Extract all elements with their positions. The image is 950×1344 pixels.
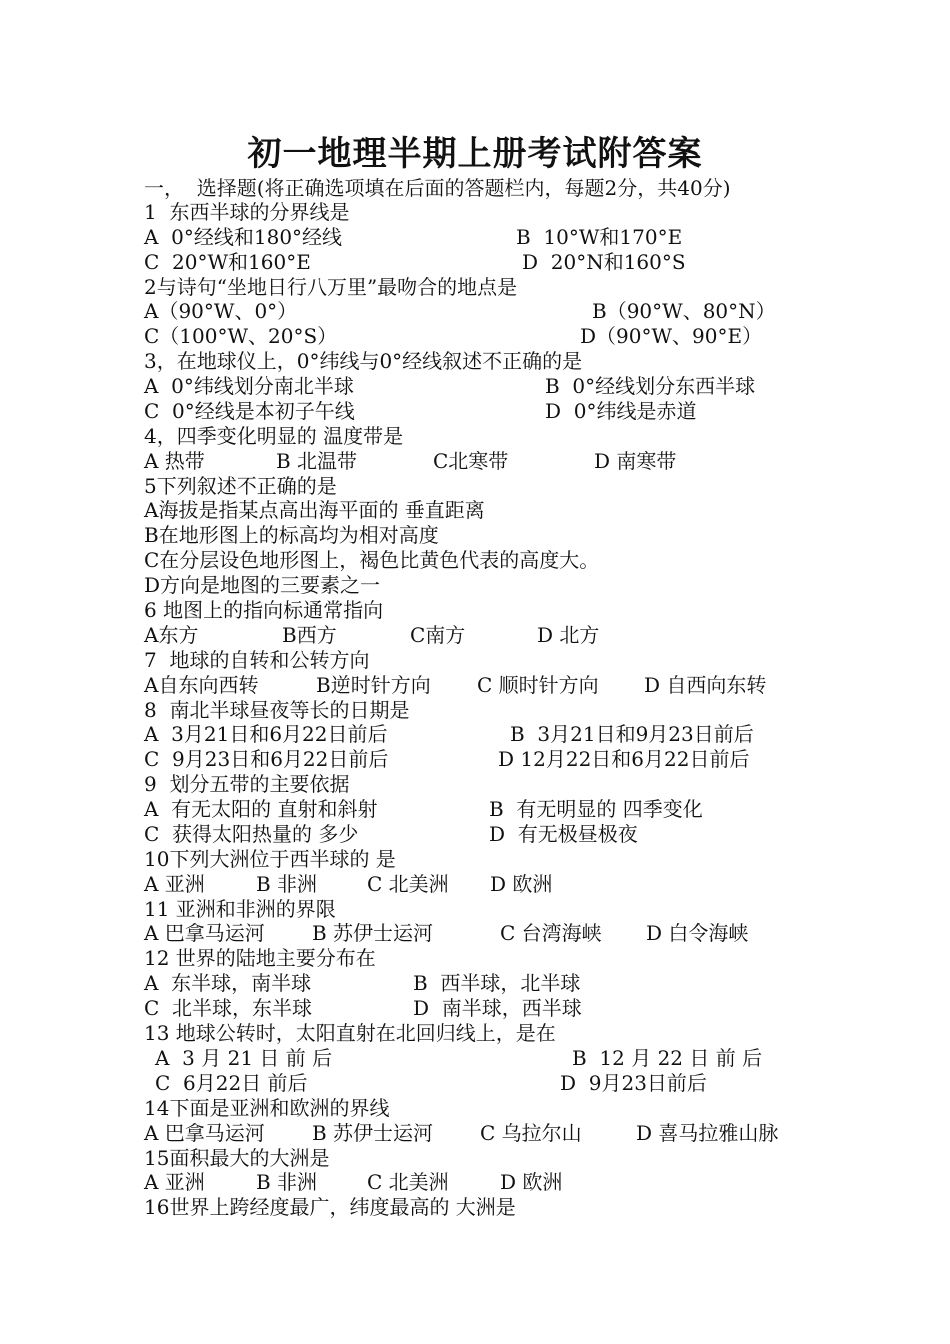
option-c: C 北美洲 [367, 872, 449, 896]
option-c: C在分层设色地形图上，褐色比黄色代表的高度大。 [144, 548, 600, 572]
question-stem: 15面积最大的大洲是 [144, 1146, 330, 1170]
option-a: A 0°纬线划分南北半球 [144, 374, 354, 398]
option-d: D 欧洲 [490, 872, 553, 896]
question-stem: 6 地图上的指向标通常指向 [144, 598, 384, 622]
option-d: D 北方 [537, 623, 600, 647]
option-b: B 非洲 [256, 1170, 318, 1194]
option-b: B 10°W和170°E [516, 225, 683, 249]
option-c: C 乌拉尔山 [480, 1121, 582, 1145]
option-a: A自东向西转 [144, 673, 259, 697]
option-b: B 苏伊士运河 [312, 1121, 434, 1145]
option-c: C 9月23日和6月22日前后 [144, 747, 389, 771]
option-b: B 12 月 22 日 前 后 [572, 1046, 763, 1070]
option-a: A 3 月 21 日 前 后 [155, 1046, 333, 1070]
question-stem: 5下列叙述不正确的是 [144, 474, 337, 498]
option-a: A海拔是指某点高出海平面的 垂直距离 [144, 498, 485, 522]
option-a: A（90°W、0°） [144, 299, 298, 323]
question-stem: 8 南北半球昼夜等长的日期是 [144, 698, 410, 722]
option-a: A 有无太阳的 直射和斜射 [144, 797, 378, 821]
option-a: A 巴拿马运河 [144, 1121, 265, 1145]
option-b: B 3月21日和9月23日前后 [510, 722, 754, 746]
option-c: C 台湾海峡 [500, 921, 602, 945]
option-d: D 自西向东转 [644, 673, 767, 697]
option-a: A 3月21日和6月22日前后 [144, 722, 388, 746]
option-d: D 有无极昼极夜 [489, 822, 638, 846]
option-d: D 9月23日前后 [560, 1071, 707, 1095]
option-a: A 亚洲 [144, 1170, 205, 1194]
option-d: D 白令海峡 [646, 921, 749, 945]
option-b: B 有无明显的 四季变化 [489, 797, 703, 821]
option-b: B在地形图上的标高均为相对高度 [144, 523, 439, 547]
option-d: D 12月22日和6月22日前后 [498, 747, 750, 771]
option-b: B 非洲 [256, 872, 318, 896]
option-c: C 获得太阳热量的 多少 [144, 822, 359, 846]
option-c: C 顺时针方向 [477, 673, 599, 697]
question-stem: 10下列大洲位于西半球的 是 [144, 847, 396, 871]
option-a: A 巴拿马运河 [144, 921, 265, 945]
option-d: D（90°W、90°E） [580, 324, 763, 348]
option-a: A 亚洲 [144, 872, 205, 896]
option-b: B逆时针方向 [316, 673, 431, 697]
question-stem: 14下面是亚洲和欧洲的界线 [144, 1096, 390, 1120]
question-stem: 11 亚洲和非洲的界限 [144, 897, 336, 921]
option-b: B（90°W、80°N） [592, 299, 776, 323]
option-b: B 西半球，北半球 [413, 971, 581, 995]
option-a: A 东半球，南半球 [144, 971, 312, 995]
question-stem: 7 地球的自转和公转方向 [144, 648, 370, 672]
option-a: A 0°经线和180°经线 [144, 225, 343, 249]
option-c: C 6月22日 前后 [155, 1071, 308, 1095]
question-stem: 2与诗句“坐地日行八万里”最吻合的地点是 [144, 275, 518, 299]
option-b: B 苏伊士运河 [312, 921, 434, 945]
page-title: 初一地理半期上册考试附答案 [247, 134, 703, 174]
question-stem: 12 世界的陆地主要分布在 [144, 946, 376, 970]
option-c: C南方 [410, 623, 466, 647]
option-b: B 北温带 [276, 449, 358, 473]
option-a: A东方 [144, 623, 199, 647]
question-stem: 4，四季变化明显的 温度带是 [144, 424, 404, 448]
question-stem: 3，在地球仪上，0°纬线与0°经线叙述不正确的是 [144, 349, 583, 373]
option-c: C（100°W、20°S） [144, 324, 338, 348]
option-d: D 0°纬线是赤道 [545, 399, 697, 423]
question-stem: 1 东西半球的分界线是 [144, 200, 350, 224]
option-c: C 0°经线是本初子午线 [144, 399, 355, 423]
question-stem: 9 划分五带的主要依据 [144, 772, 350, 796]
option-d: D 欧洲 [500, 1170, 563, 1194]
option-d: D 喜马拉雅山脉 [636, 1121, 779, 1145]
section-heading: 一， 选择题(将正确选项填在后面的答题栏内，每题2分，共40分) [144, 176, 731, 200]
option-a: A 热带 [144, 449, 205, 473]
option-b: B西方 [282, 623, 337, 647]
option-c: C 北美洲 [367, 1170, 449, 1194]
option-c: C 北半球，东半球 [144, 996, 313, 1020]
option-b: B 0°经线划分东西半球 [545, 374, 756, 398]
question-stem: 16世界上跨经度最广，纬度最高的 大洲是 [144, 1195, 516, 1219]
option-d: D方向是地图的三要素之一 [144, 573, 381, 597]
option-d: D 南寒带 [594, 449, 677, 473]
option-d: D 20°N和160°S [522, 250, 686, 274]
option-d: D 南半球，西半球 [413, 996, 582, 1020]
option-c: C北寒带 [433, 449, 509, 473]
option-c: C 20°W和160°E [144, 250, 311, 274]
question-stem: 13 地球公转时，太阳直射在北回归线上，是在 [144, 1021, 556, 1045]
